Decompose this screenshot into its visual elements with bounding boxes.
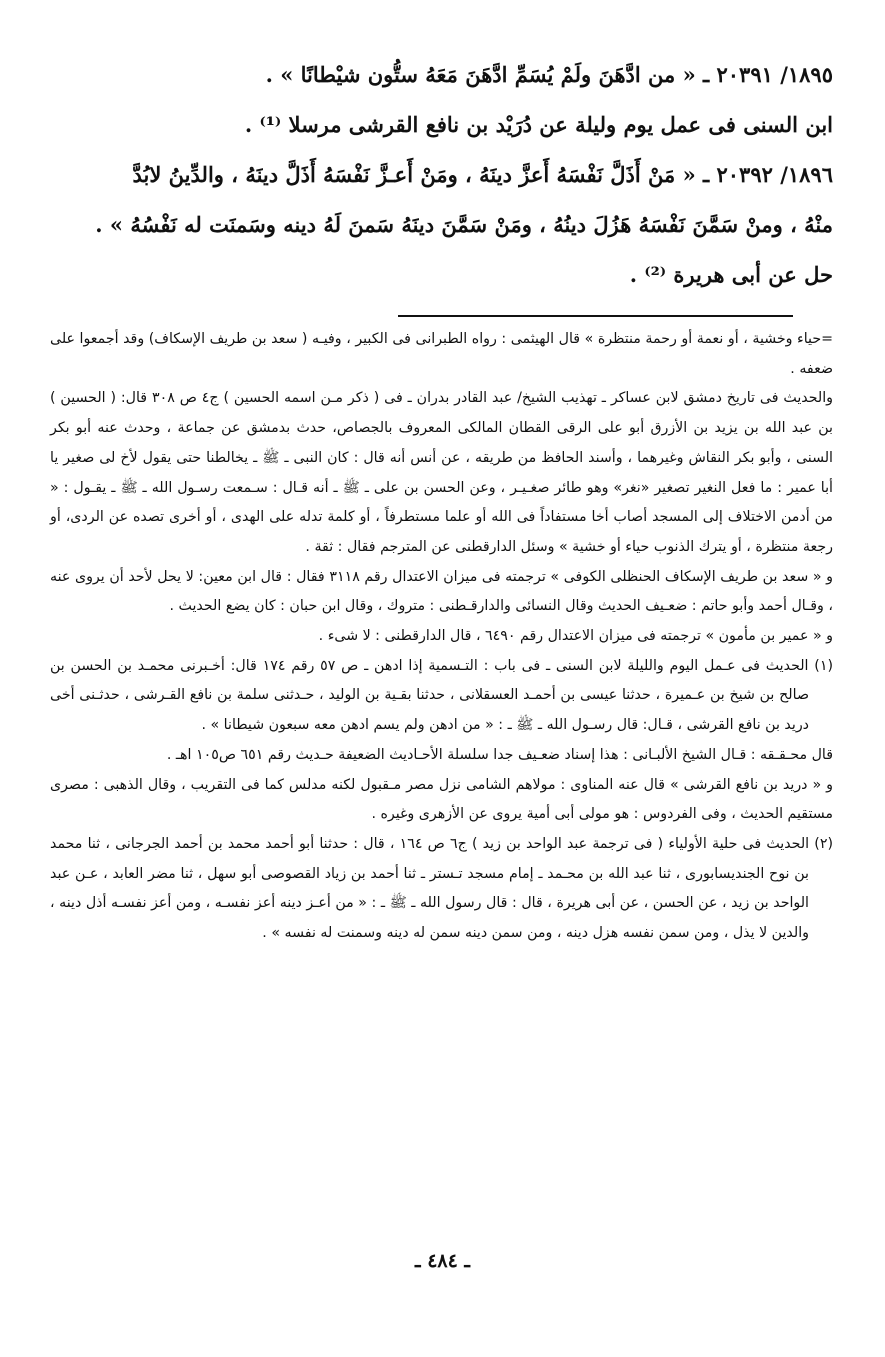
main-text (40, 50, 833, 300)
footnotes (50, 325, 833, 949)
hadith-1895 (40, 50, 833, 150)
hadith-1896-line-1: ١٨٩٦/ ٢٠٣٩٢ ـ « مَنْ أَذَلَّ نَفْسَهُ أَعزَّ دينَهُ ، ومَنْ أَعـزَّ نَفْسَهُ أَذَلَّ دينَهُ ، والدِّينُ لابُدَّ (132, 162, 833, 187)
hadith-1896-source: حل عن أبى هريرة ⁽²⁾ . (629, 262, 833, 287)
footnote-paragraph: والحديث فى تاريخ دمشق لابن عساكر ـ تهذيب الشيخ/ عبد القادر بدران ـ فى ( ذكر مـن اسمه الحسين ) ج٤ ص ٣٠٨ قال: ( الحسين ) بن عبد الله بن يزيد بن الأزرق أبو على الرقى القطان المالكى المعروف بالجصاص، حدث بدمشق عن جماعة ، وحدث عنه أبو بكر السنى ، وأبو بكر النقاش وغيرهما ، وأسند الحافظ من طريقه ، عن أنس أنه قال : كان النبى ـ ﷺ ـ يخالطنا حتى يقول لأخ لى صغير يا أبا عمير : ما فعل النغير تصغير «نغر» وهو طائر صغـيـر ، وعن الحسن بن على ـ ﷺ ـ أنه قـال : سـمعت رسـول الله ـ ﷺ ـ يقـول : « من أدمن الاختلاف إلى المسجد أصاب أخا مستفاداً فى الله أو علما مستطرفاً ، أو كلمة تدله على الهدى ، أو أخرى تصده عن الردى، أو رجعة منتظرة ، أو يترك الذنوب حياء أو خشية » وسئل الدارقطنى عن المترجم فقال : ثقة . (50, 390, 833, 555)
hadith-1896-line-2: منْهُ ، ومنْ سَمَّنَ نَفْسَهُ هَزُلَ دينُهُ ، ومَنْ سَمَّنَ دينَهُ سَمنَ لَهُ دينه وسَمنَت له نَفْسُهُ » . (95, 212, 833, 237)
footnote-2: (٢) الحديث فى حلية الأولياء ( فى ترجمة عبد الواحد بن زيد ) ج٦ ص ١٦٤ ، قال : حدثنا أبو أحمد محمد بن أحمد الجرجانى ، ثنا محمد بن نوح الجنديسابورى ، ثنا عبد الله بن محـمد ـ إمام مسجد تـستر ـ ثنا أحمد بن زياد القصوصى أبو سهل ، ثنا مضر العابد ، عـن عبد الواحد بن زيد ، عن الحسن ، عن أبى هريرة ، قال : قال رسول الله ـ ﷺ ـ : « من أعـز دينه أعز نفسـه ، ومن أعز نفسـه أذل دينه ، والدين لا يذل ، ومن سمن نفسه هزل دينه ، ومن سمن دينه سمن له دينه وسمنت له نفسه » . (50, 835, 833, 942)
footnote-separator (398, 315, 793, 317)
hadith-1896 (40, 150, 833, 300)
footnote-paragraph: قال محـقـقه : قـال الشيخ الألبـانى : هذا إسناد ضعـيف جدا سلسلة الأحـاديث الضعيفة حـديث رقم ٦٥١ ص١٠٥ اهـ . (166, 746, 833, 763)
footnote-paragraph: و « دريد بن نافع القرشى » قال عنه المناوى : مولاهم الشامى نزل مصر مـقبول لكنه مدلس كما فى التقريب ، وقال الذهبى : مصرى مستقيم الحديث ، وفى الفردوس : هو مولى أبى أمية يروى عن الأزهرى وغيره . (50, 776, 833, 823)
hadith-1895-line: ١٨٩٥/ ٢٠٣٩١ ـ « من ادَّهَنَ ولَمْ يُسَمِّ ادَّهَنَ مَعَهُ ستُّون شيْطانًا » . (265, 62, 833, 87)
footnote-paragraph: و « سعد بن طريف الإسكاف الحنظلى الكوفى » ترجمته فى ميزان الاعتدال رقم ٣١١٨ فقال : قال ابن معين: لا يحل لأحد أن يروى عنه ، وقـال أحمد وأبو حاتم : ضعـيف الحديث وقال النسائى والدارقـطنى : متروك ، وقال ابن حبان : كان يضع الحديث . (50, 568, 833, 615)
footnote-continuation: =حياء وخشية ، أو نعمة أو رحمة منتظرة » قال الهيثمى : رواه الطبرانى فى الكبير ، وفيـه ( سعد بن طريف الإسكاف) وقد أجمعوا على ضعفه . (50, 331, 833, 377)
hadith-1895-source: ابن السنى فى عمل يوم وليلة عن دُرَيْد بن نافع القرشى مرسلا ⁽¹⁾ . (244, 112, 833, 137)
page-number: ـ ٤٨٤ ـ (415, 1250, 470, 1272)
footnote-1: (١) الحديث فى عـمل اليوم والليلة لابن السنى ـ فى باب : التـسمية إذا ادهن ـ ص ٥٧ رقم ١٧٤ قال: أخـبرنى محمـد بن الحسن بن صالح بن شيخ بن عـميرة ، حدثنا عيسى بن أحمـد العسقلانى ، حدثنا بقـية بن الوليد ، حـدثنى سلمة بن نافع القـرشى ، حدثـنى أخى دريد بن نافع القرشى ، قـال: قال رسـول الله ـ ﷺ ـ : « من ادهن ولم يسم ادهن معه سبعون شيطانا » . (50, 657, 833, 734)
footnote-paragraph: و « عمير بن مأمون » ترجمته فى ميزان الاعتدال رقم ٦٤٩٠ ، قال الدارقطنى : لا شىء . (318, 628, 833, 645)
